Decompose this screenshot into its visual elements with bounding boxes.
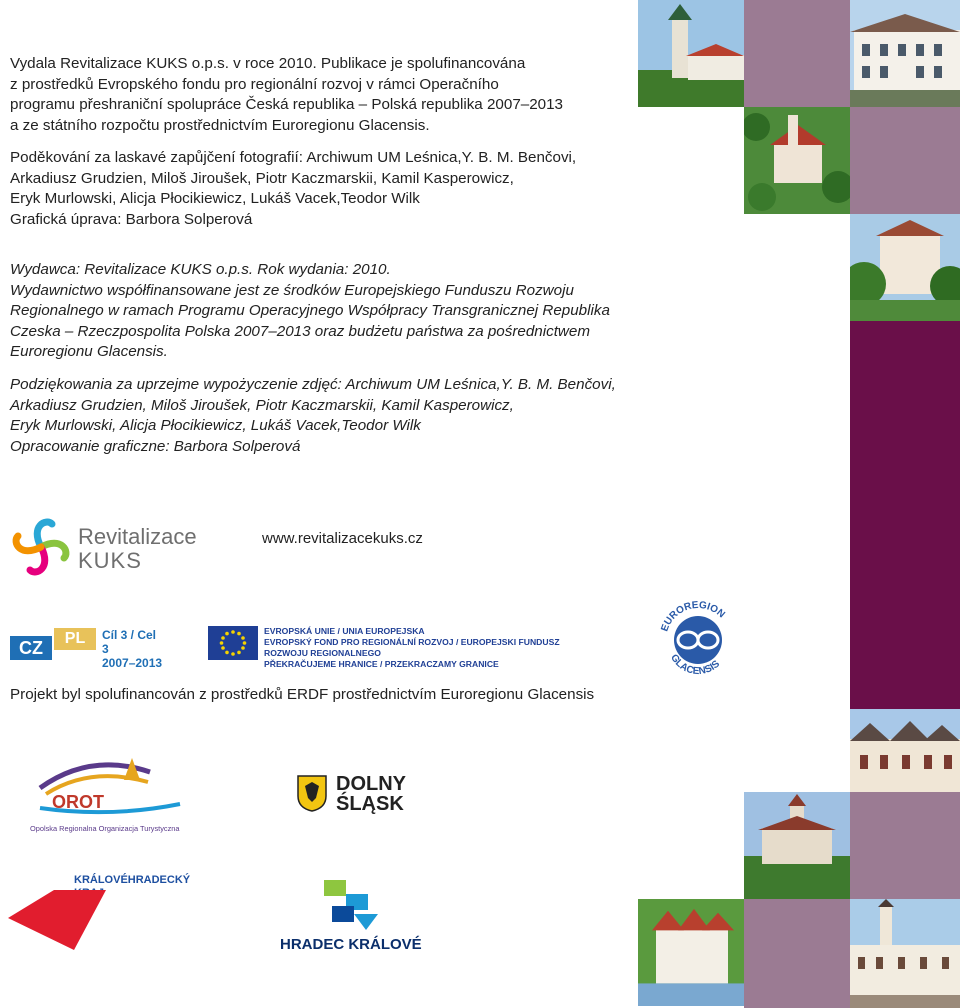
revitalizace-logo-line1: Revitalizace: [78, 524, 197, 549]
euroregion-glacensis-logo: [656, 598, 740, 682]
mauve-tile: [850, 792, 960, 899]
castle-tower-photo: [638, 0, 744, 107]
eu-fund-text: [264, 626, 584, 670]
manor-house-photo: [850, 214, 960, 321]
eagle-shield-icon: [296, 774, 328, 812]
polish-publisher-paragraph: Wydawca: Revitalizace KUKS o.p.s. Rok wydania: 2010. Wydawnictwo współfinansowane jest ze środków Europejskiego Funduszu Rozwoju Regionalnego w ramach Programu Operacyjnego Współpracy Transgranicznej Republika Czeska – Rzeczpospolita Polska 2007–2013 oraz budżetu państwa za pośrednictwem Euroregionu Glacensis.: [10, 261, 610, 361]
town-square-photo: [850, 899, 960, 1008]
dolny-slask-logo: [296, 774, 416, 814]
cil3-line1: Cíl 3 / Cel 3: [102, 628, 157, 656]
pl-label: PL: [54, 628, 96, 650]
eu-text-line2: EVROPSKÝ FOND PRO REGIONÁLNÍ ROZVOJ / EUROPEJSKI FUNDUSZ ROZWOJU REGIONALNEGO: [264, 637, 560, 658]
red-roof-castle-photo: [744, 107, 850, 214]
polish-thanks-paragraph: Podziękowania za uprzejme wypożyczenie zdjęć: Archiwum UM Leśnica,Y. B. M. Benčovi, Arkadiusz Grudzien, Miloš Jiroušek, Piotr Kaczmarskii, Kamil Kasperowicz, Eryk Murlowski, Alicja Płocikiewicz, Lukáš Vacek,Teodor Wilk Opracowanie graficzne: Barbora Solperová: [10, 376, 616, 455]
euroregion-top-text: EUROREGION: [659, 599, 727, 634]
hradec-name: HRADEC KRÁLOVÉ: [280, 936, 422, 953]
orot-subtitle: Opolska Regionalna Organizacja Turystyczna: [30, 824, 180, 833]
hradec-mark-icon: [324, 880, 378, 930]
pinwheel-icon: [10, 516, 72, 578]
eu-text-line1: EVROPSKÁ UNIE / UNIA EUROPEJSKA: [264, 626, 425, 636]
dolny-slask-line1: DOLNY: [336, 773, 406, 795]
cz-pl-logo: [10, 628, 98, 660]
czech-thanks-paragraph: Poděkování za laskavé zapůjčení fotografií: Archiwum UM Leśnica,Y. B. M. Benčovi, Arkadiusz Grudzien, Miloš Jiroušek, Piotr Kaczmarskii, Kamil Kasperowicz, Eryk Murlowski, Alicja Płocikiewicz, Lukáš Vacek,Teodor Wilk Grafická úprava: Barbora Solperová: [10, 149, 577, 228]
cz-label: CZ: [10, 636, 52, 660]
cil3-line2: 2007–2013: [102, 656, 163, 670]
revitalizace-kuks-logo: [10, 516, 210, 578]
kraj-line1: KRÁLOVÉHRADECKÝ: [74, 874, 191, 886]
revitalizace-logo-line2: KUKS: [78, 548, 142, 573]
orot-name: OROT: [52, 792, 104, 812]
czech-publisher-paragraph: Vydala Revitalizace KUKS o.p.s. v roce 2010. Publikace je spolufinancována z prostředků Evropského fondu pro regionální rozvoj v rámci Operačního programu přeshraniční spolupráce Česká republika – Polská republika 2007–2013 a ze státního rozpočtu prostřednictvím Euroregionu Glacensis.: [10, 55, 563, 134]
project-funding-note: Projekt byl spolufinancován z prostředků ERDF prostřednictvím Euroregionu Glacensis: [10, 686, 595, 703]
plum-band: [850, 321, 960, 709]
hradec-kralove-logo: [278, 880, 438, 956]
website-link[interactable]: www.revitalizacekuks.cz: [262, 530, 423, 547]
white-chateau-photo: [850, 0, 960, 107]
kralovehradecky-kraj-logo: [8, 872, 198, 954]
red-arrow-icon: [8, 890, 108, 950]
euroregion-bottom-text: GLACENSIS: [668, 652, 722, 678]
mauve-tile: [744, 0, 850, 107]
orot-logo: [30, 748, 186, 840]
mauve-tile: [744, 899, 850, 1008]
white-castle-photo: [638, 899, 744, 1006]
hilltop-castle-photo: [744, 792, 850, 899]
eu-text-line3: PŘEKRAČUJEME HRANICE / PRZEKRACZAMY GRANICE: [264, 659, 499, 669]
mauve-tile: [850, 107, 960, 214]
eu-flag-icon: [208, 626, 258, 660]
blank-tile: [744, 214, 850, 321]
cil3-logo: [102, 628, 164, 670]
dolny-slask-line2: ŚLĄSK: [336, 793, 404, 815]
